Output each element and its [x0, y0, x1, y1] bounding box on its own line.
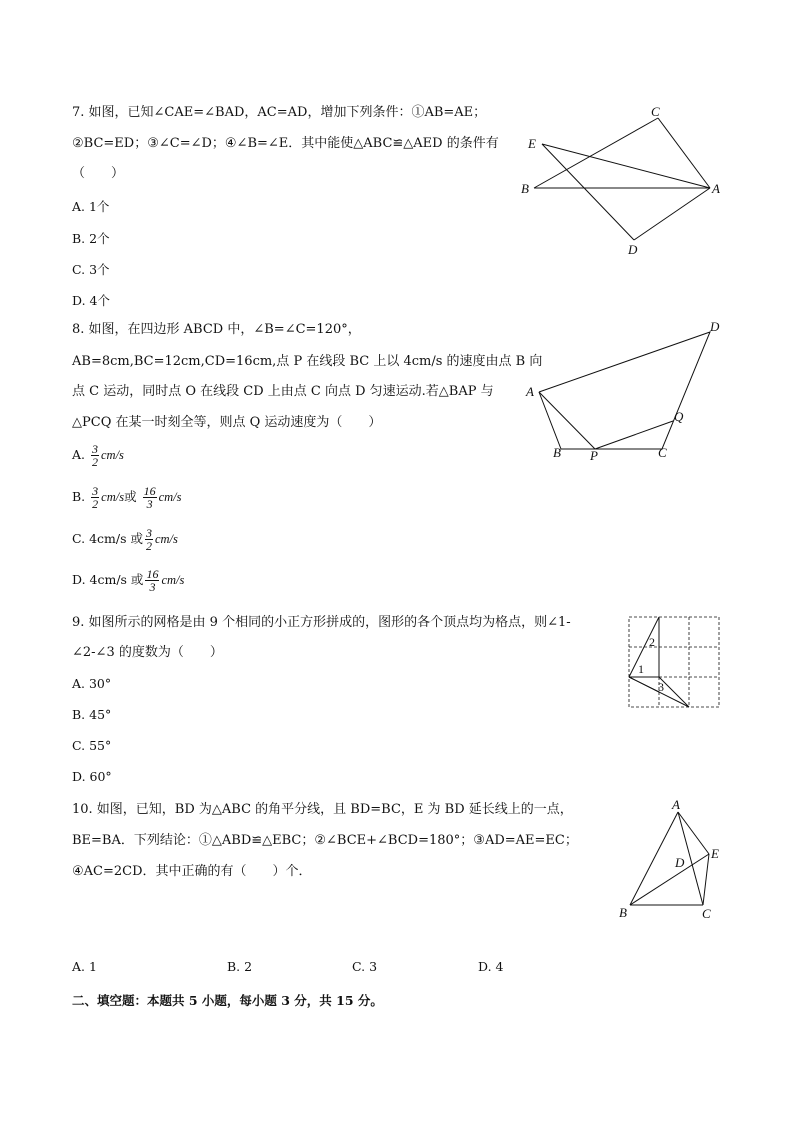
frac-num: 16 — [146, 567, 159, 581]
q10-line2: BE=BA．下列结论：①△ABD≌△EBC；②∠BCE+∠BCD=180°；③AD=AE=EC； — [72, 833, 578, 848]
q10-line-be — [630, 854, 709, 905]
q8-label-q: Q — [674, 409, 684, 424]
q9-line2: ∠2-∠3 的度数为（ ） — [72, 645, 223, 660]
q9-angle-3: 3 — [658, 680, 664, 694]
q7-label-b: B — [521, 181, 529, 196]
q8-option-b-frac1 — [91, 485, 99, 510]
q7-label-a: A — [712, 181, 720, 196]
q10-label-c: C — [702, 906, 711, 921]
q8-line3: 点 C 运动，同时点 O 在线段 CD 上由点 C 向点 D 匀速运动.若△BAP 与 — [72, 384, 494, 399]
q8-line-ap — [539, 392, 595, 449]
q8-label-d: D — [710, 319, 720, 334]
q9-line1: 9. 如图所示的网格是由 9 个相同的小正方形拼成的，图形的各个顶点均为格点，则∠1- — [72, 615, 571, 630]
q9-option-c: C. 55° — [72, 738, 112, 753]
q8-line2: AB=8cm,BC=12cm,CD=16cm,点 P 在线段 BC 上以 4cm/s 的速度由点 B 向 — [72, 354, 543, 369]
q10-line3: ④AC=2CD．其中正确的有（ ）个． — [72, 864, 312, 879]
q9-angle-1: 1 — [638, 662, 644, 676]
q8-option-a — [72, 443, 124, 468]
q10-option-b: B. 2 — [227, 959, 253, 974]
q8-option-a-frac — [91, 443, 99, 468]
frac-den: 2 — [92, 497, 99, 511]
q8-quadrilateral — [539, 332, 710, 449]
q8-label-c: C — [658, 445, 667, 460]
q8-or: 或 — [124, 489, 137, 504]
q7-figure — [510, 100, 730, 260]
section-2-heading: 二、填空题：本题共 5 小题，每小题 3 分，共 15 分。 — [72, 993, 383, 1008]
q7-option-d: D. 4个 — [72, 293, 110, 308]
q7-paren: （ ） — [72, 166, 125, 181]
q7-option-c: C. 3个 — [72, 262, 110, 277]
q8-option-b — [72, 485, 182, 510]
q8-unit: cm/s — [154, 532, 178, 546]
q8-option-a-prefix: A. — [72, 447, 86, 462]
q10-label-e: E — [711, 846, 719, 861]
q8-label-b: B — [553, 445, 561, 460]
q10-line-ae — [678, 812, 709, 854]
q10-label-d: D — [675, 855, 685, 870]
q8-option-c-prefix: C. 4cm/s 或 — [72, 531, 143, 546]
q8-figure — [515, 315, 730, 465]
q8-option-d-frac — [145, 568, 159, 593]
frac-num: 3 — [92, 484, 99, 498]
q8-unit: cm/s — [158, 490, 182, 504]
q8-label-a: A — [526, 384, 534, 399]
q7-line2: ②BC=ED；③∠C=∠D；④∠B=∠E．其中能使△ABC≌△AED 的条件有 — [72, 136, 499, 151]
q10-option-a: A. 1 — [72, 959, 97, 974]
q7-line-da — [634, 188, 710, 240]
q9-angle-2: 2 — [649, 635, 655, 649]
q8-option-d-prefix: D. 4cm/s 或 — [72, 572, 144, 587]
q7-line-ed — [542, 144, 634, 240]
q8-unit: cm/s — [101, 490, 125, 504]
frac-den: 2 — [92, 455, 98, 469]
q10-label-b: B — [619, 905, 627, 920]
q8-option-d — [72, 568, 184, 593]
q8-option-c-frac — [145, 527, 153, 552]
q7-label-c: C — [651, 104, 660, 119]
q8-option-b-prefix: B. — [72, 489, 86, 504]
q8-unit: cm/s — [161, 573, 185, 587]
frac-num: 16 — [143, 484, 156, 498]
q7-label-e: E — [528, 136, 536, 151]
q10-figure — [612, 795, 732, 925]
frac-den: 2 — [145, 539, 152, 553]
q10-line-ab — [630, 812, 678, 905]
frac-den: 3 — [149, 580, 156, 594]
q10-label-a: A — [672, 797, 680, 812]
q8-label-p: P — [590, 448, 598, 463]
q9-option-a: A. 30° — [72, 676, 112, 691]
q10-line1: 10. 如图，已知，BD 为△ABC 的角平分线，且 BD=BC，E 为 BD 延长线上的一点， — [72, 802, 573, 817]
q7-line1: 7. 如图，已知∠CAE=∠BAD，AC=AD，增加下列条件：①AB=AE； — [72, 105, 487, 120]
q10-option-c: C. 3 — [352, 959, 378, 974]
q8-line1: 8. 如图，在四边形 ABCD 中，∠B=∠C=120°， — [72, 322, 361, 337]
frac-num: 3 — [92, 442, 98, 456]
q9-option-b: B. 45° — [72, 707, 112, 722]
q8-option-c — [72, 527, 178, 552]
q9-grid-figure — [625, 612, 725, 712]
q10-line-ec — [703, 854, 709, 905]
q7-line-cb — [534, 118, 658, 188]
q7-label-d: D — [628, 242, 638, 257]
q8-option-b-frac2 — [143, 485, 157, 510]
q8-unit: cm/s — [101, 448, 124, 462]
q8-line4: △PCQ 在某一时刻全等，则点 Q 运动速度为（ ） — [72, 415, 382, 430]
q7-line-ca — [658, 118, 710, 188]
q9-option-d: D. 60° — [72, 769, 112, 784]
q7-option-a: A. 1个 — [72, 199, 110, 214]
q10-option-d: D. 4 — [478, 959, 504, 974]
frac-den: 3 — [146, 497, 153, 511]
frac-num: 3 — [145, 526, 152, 540]
q7-line-ea — [542, 144, 710, 188]
q9-seg-diag4 — [629, 677, 659, 692]
q7-option-b: B. 2个 — [72, 231, 110, 246]
